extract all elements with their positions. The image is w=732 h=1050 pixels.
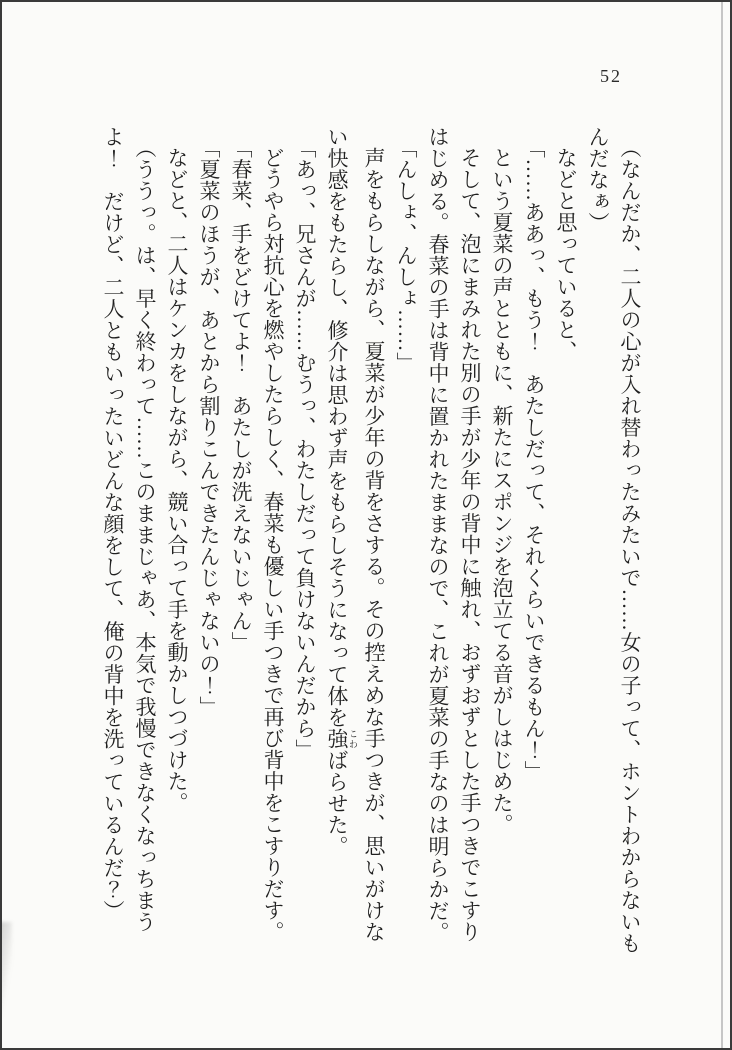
text-columns: [97, 126, 646, 978]
text-column: い快感をもたらし、修介は思わず声をもらしそうになって体を強 こわばらせた。: [325, 126, 358, 857]
text-column: 声をもらしながら、夏菜が少年の背をさする。その控えめな手つきが、思いがけな: [362, 147, 386, 943]
text-column: よ！ だけど、二人ともいったいどんな顔をして、俺の背中を洗っているんだ？）: [101, 126, 125, 922]
text-column: はじめる。春菜の手は背中に置かれたままなので、これが夏菜の手なのは明らかだ。: [426, 126, 450, 943]
text-column: そして、泡にまみれた別の手が少年の背中に触れ、おずおずとした手つきでこすり: [458, 147, 482, 943]
text-column: （ううっ。は、早く終わって……このままじゃあ、本気で我慢できなくなっちまう: [133, 136, 157, 932]
text-column: 「あっ、兄さんが……むうっ、わたしだって負けないんだから」: [293, 136, 317, 760]
text-column: 「春菜、手をどけてよ！ あたしが洗えないじゃん」: [229, 136, 253, 653]
furigana-ruby: 強 こわ: [325, 728, 358, 750]
scan-artifact: [0, 922, 12, 1017]
text-column: （なんだか、二人の心が入れ替わったみたいで……女の子って、ホントわからないも: [618, 136, 642, 954]
text-column: 「夏菜のほうが、あとから割りこんできたんじゃないの！」: [197, 136, 221, 717]
text-column: などと、二人はケンカをしながら、競い合って手を動かしつづけた。: [165, 147, 189, 814]
page-edge-line: [721, 2, 723, 1048]
text-column: どうやら対抗心を燃やしたらしく、春菜も優しい手つきで再び背中をこすりだす。: [261, 147, 285, 943]
text-column: んだなぁ）: [586, 126, 610, 234]
text-column: 「んしょ、んしょ……」: [394, 136, 418, 373]
page-number: 52: [600, 66, 622, 86]
text-column: 「……ああっ、もう！ あたしだって、それくらいできるもん！」: [522, 136, 546, 782]
text-column: などと思っていると、: [554, 147, 578, 362]
text-column: という夏菜の声とともに、新たにスポンジを泡立てる音がしはじめた。: [490, 147, 514, 835]
